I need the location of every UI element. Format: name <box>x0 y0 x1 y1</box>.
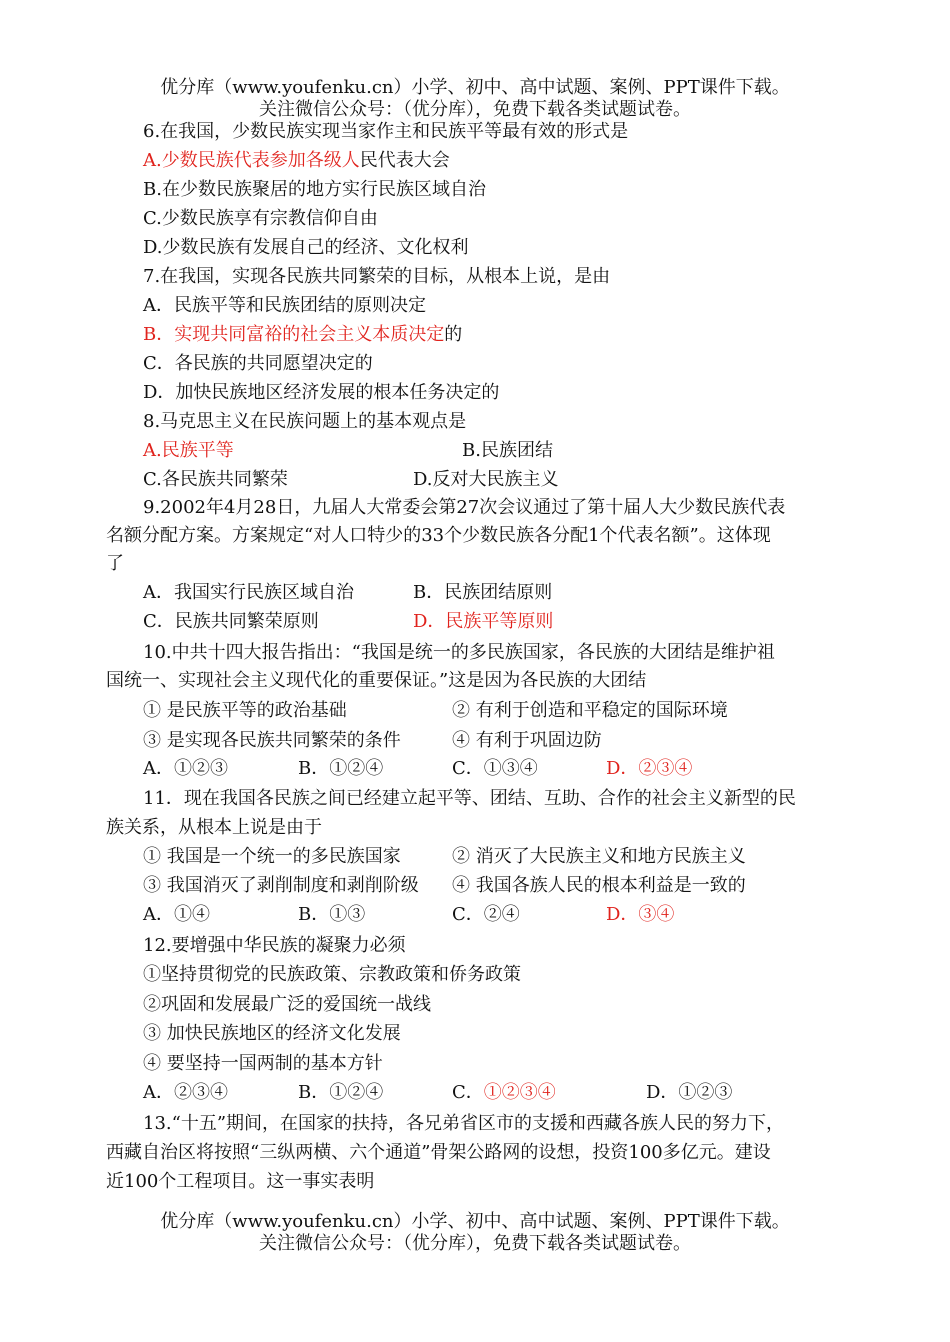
q8-option-c: C.各民族共同繁荣 <box>143 469 288 490</box>
q13-stem-line-2: 西藏自治区将按照“三纵两横、六个通道”骨架公路网的设想，投资100多亿元。建设 <box>106 1142 771 1163</box>
q8-option-d: D.反对大民族主义 <box>413 469 559 490</box>
q13-stem-line-1: 13.“十五”期间，在国家的扶持，各兄弟省区市的支援和西藏各族人民的努力下， <box>143 1113 785 1134</box>
q6-option-b: B.在少数民族聚居的地方实行民族区域自治 <box>143 179 486 200</box>
q6-option-d: D.少数民族有发展自己的经济、文化权利 <box>143 237 469 258</box>
q12-stem: 12.要增强中华民族的凝聚力必须 <box>143 935 406 956</box>
q9-option-d: D．民族平等原则 <box>413 611 554 632</box>
q12-option-d: D．①②③ <box>646 1082 733 1103</box>
q12-option-c <box>452 1079 556 1107</box>
q10-statement-3: ③ 是实现各民族共同繁荣的条件 <box>143 730 401 751</box>
q6-stem: 6.在我国，少数民族实现当家作主和民族平等最有效的形式是 <box>143 121 629 142</box>
q9-stem-line-2: 名额分配方案。方案规定“对人口特少的33个少数民族各分配1个代表名额”。这体现 <box>106 525 771 546</box>
q10-option-c: C．①③④ <box>452 758 538 779</box>
q9-stem-line-3: 了 <box>106 553 124 574</box>
q8-stem: 8.马克思主义在民族问题上的基本观点是 <box>143 411 467 432</box>
q13-stem-line-3: 近100个工程项目。这一事实表明 <box>106 1171 375 1192</box>
q10-stem-line-2: 国统一、实现社会主义现代化的重要保证。”这是因为各民族的大团结 <box>106 670 647 691</box>
q10-statement-1: ① 是民族平等的政治基础 <box>143 700 347 721</box>
q9-option-a: A．我国实行民族区域自治 <box>143 582 354 603</box>
q7-option-a: A．民族平等和民族团结的原则决定 <box>143 295 426 316</box>
q11-option-b: B．①③ <box>298 904 366 925</box>
q11-statement-3: ③ 我国消灭了剥削制度和剥削阶级 <box>143 875 419 896</box>
q7-option-b-answer: B．实现共同富裕的社会主义本质决定 <box>143 324 445 345</box>
q12-option-b: B．①②④ <box>298 1082 384 1103</box>
q11-option-c: C．②④ <box>452 904 520 925</box>
q12-statement-2: ②巩固和发展最广泛的爱国统一战线 <box>143 994 431 1015</box>
q6-option-a <box>143 147 450 175</box>
q11-statement-1: ① 我国是一个统一的多民族国家 <box>143 846 401 867</box>
q12-statement-1: ①坚持贯彻党的民族政策、宗教政策和侨务政策 <box>143 964 521 985</box>
q10-stem-line-1: 10.中共十四大报告指出：“我国是统一的多民族国家，各民族的大团结是维护祖 <box>143 642 775 663</box>
q11-statement-2: ② 消灭了大民族主义和地方民族主义 <box>452 846 746 867</box>
q9-option-b: B．民族团结原则 <box>413 582 553 603</box>
q12-option-c-answer: ①②③④ <box>483 1082 556 1103</box>
q11-stem-line-1: 11．现在我国各民族之间已经建立起平等、团结、互助、合作的社会主义新型的民 <box>143 788 796 809</box>
q11-stem-line-2: 族关系，从根本上说是由于 <box>106 817 322 838</box>
q12-statement-3: ③ 加快民族地区的经济文化发展 <box>143 1023 401 1044</box>
q10-option-a: A．①②③ <box>143 758 228 779</box>
q10-option-b: B．①②④ <box>298 758 384 779</box>
footer-line-2: 关注微信公众号：（优分库），免费下载各类试题试卷。 <box>259 1233 691 1254</box>
q11-statement-4: ④ 我国各族人民的根本利益是一致的 <box>452 875 746 896</box>
q8-option-a: A.民族平等 <box>143 440 234 461</box>
q10-statement-4: ④ 有利于巩固边防 <box>452 730 602 751</box>
q12-option-a: A．②③④ <box>143 1082 228 1103</box>
q11-option-a: A．①④ <box>143 904 210 925</box>
header-line-2: 关注微信公众号：（优分库），免费下载各类试题试卷。 <box>259 99 691 120</box>
q12-statement-4: ④ 要坚持一国两制的基本方针 <box>143 1053 383 1074</box>
q6-option-a-rest: 民代表大会 <box>359 150 450 171</box>
q7-option-d: D．加快民族地区经济发展的根本任务决定的 <box>143 382 500 403</box>
q9-stem-line-1: 9.2002年4月28日，九届人大常委会第27次会议通过了第十届人大少数民族代表 <box>143 497 786 518</box>
q9-option-c: C．民族共同繁荣原则 <box>143 611 319 632</box>
q11-option-d: D．③④ <box>606 904 675 925</box>
header-line-1: 优分库（www.youfenku.cn）小学、初中、高中试题、案例、PPT课件下载。 <box>160 77 790 98</box>
q8-option-b: B.民族团结 <box>462 440 553 461</box>
q10-statement-2: ② 有利于创造和平稳定的国际环境 <box>452 700 728 721</box>
q7-stem: 7.在我国，实现各民族共同繁荣的目标，从根本上说，是由 <box>143 266 611 287</box>
q12-option-c-label: C． <box>452 1082 484 1103</box>
q7-option-c: C．各民族的共同愿望决定的 <box>143 353 373 374</box>
q10-option-d: D．②③④ <box>606 758 693 779</box>
q7-option-b <box>143 321 462 349</box>
q6-option-a-answer: A.少数民族代表参加各级人 <box>143 150 360 171</box>
q6-option-c: C.少数民族享有宗教信仰自由 <box>143 208 378 229</box>
footer-line-1: 优分库（www.youfenku.cn）小学、初中、高中试题、案例、PPT课件下载。 <box>160 1211 790 1232</box>
q7-option-b-rest: 的 <box>444 324 463 345</box>
